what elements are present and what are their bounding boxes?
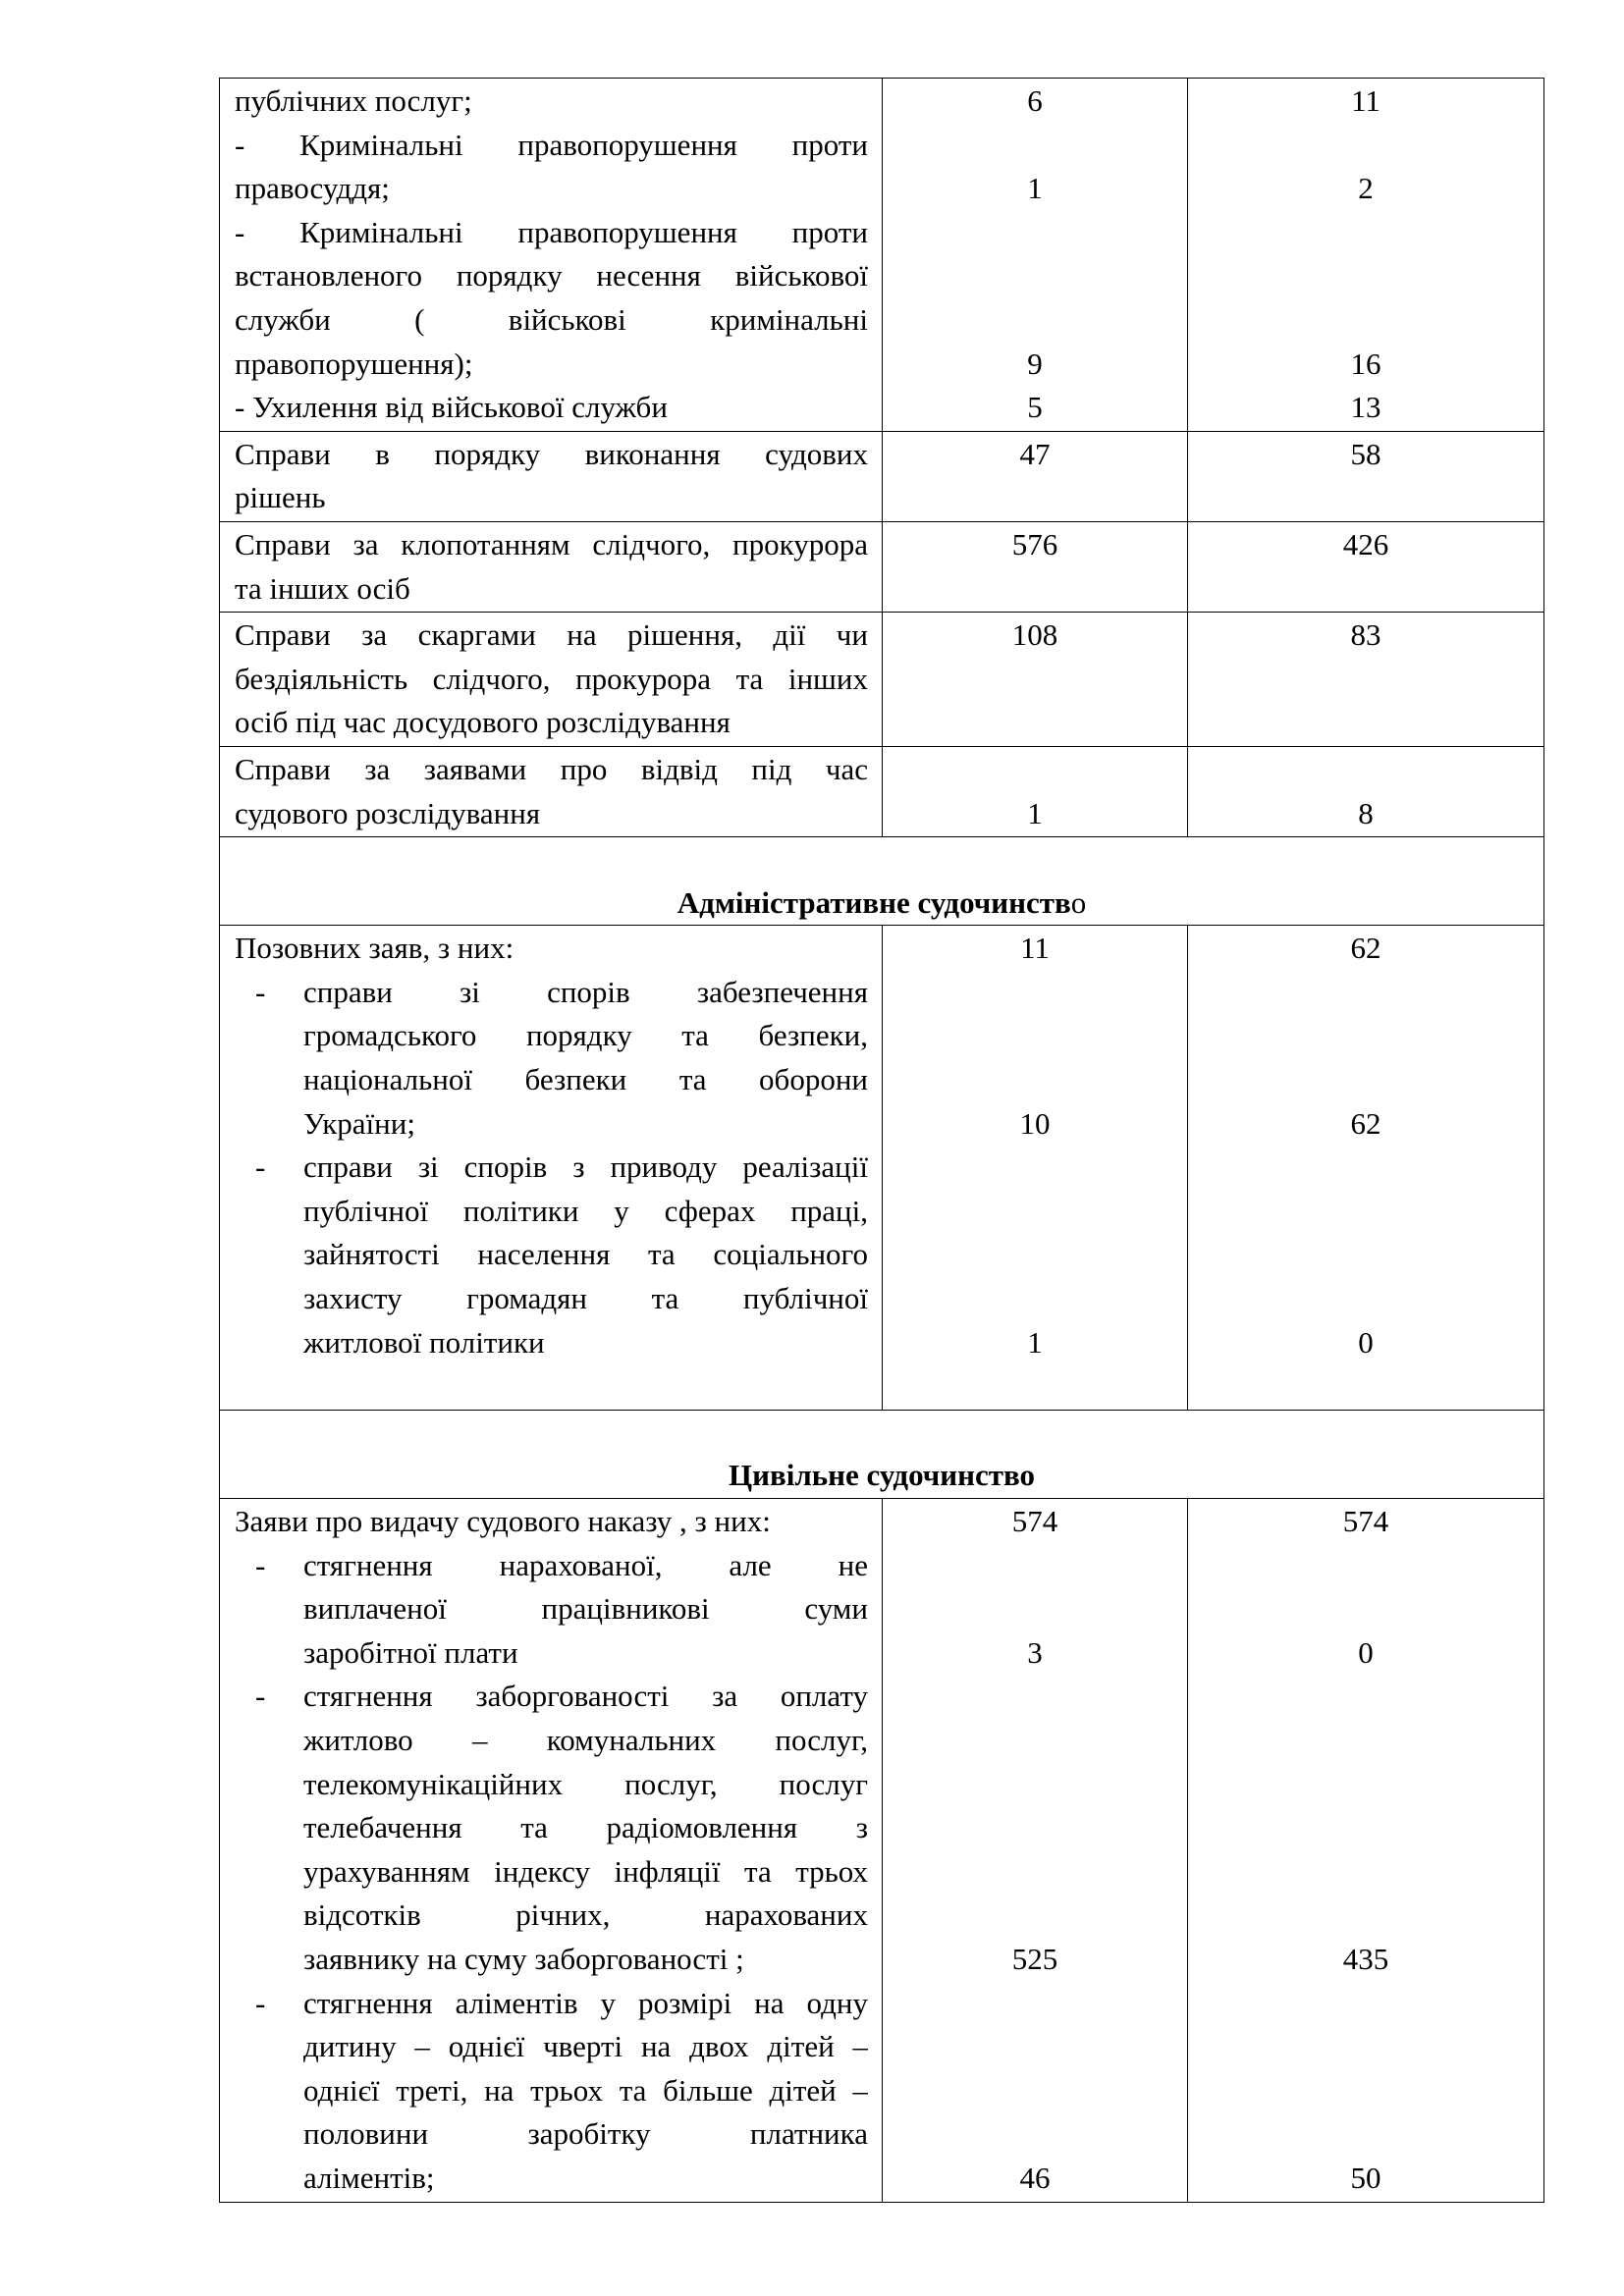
list-item bbox=[235, 971, 868, 1146]
cell-value: 574 bbox=[1342, 1504, 1389, 1538]
line-text: Справи за скаргами на рішення, дії чи bbox=[235, 617, 868, 653]
cell-value bbox=[1188, 254, 1543, 298]
cell-value: 3 bbox=[1027, 1634, 1043, 1670]
line-text: правосуддя; bbox=[235, 171, 390, 206]
civil-col2 bbox=[1188, 1499, 1544, 2203]
line-text: Справи за заявами про відвід під час bbox=[235, 751, 868, 786]
section-heading-row bbox=[220, 837, 1544, 926]
row-value-col2 bbox=[1188, 746, 1544, 836]
line-text: житлової політики bbox=[303, 1324, 545, 1360]
line-text: - Кримінальні правопорушення проти bbox=[235, 214, 868, 249]
line-text: публічних послуг; bbox=[235, 83, 472, 118]
line-text: заробітної плати bbox=[303, 1634, 518, 1670]
cell-value: 62 bbox=[1350, 1105, 1381, 1141]
line-text: заявнику на суму заборгованості ; bbox=[303, 1941, 744, 1976]
line-text: стягнення нарахованої, але не bbox=[303, 1547, 868, 1582]
row-label bbox=[220, 613, 883, 747]
table-row bbox=[220, 613, 1544, 747]
cell-value: 11 bbox=[1020, 931, 1050, 966]
row-value-col1 bbox=[883, 613, 1188, 747]
cell-value: 6 bbox=[1027, 83, 1043, 118]
document-page bbox=[219, 78, 1543, 2203]
list-item bbox=[235, 1982, 868, 2201]
cell-value: 50 bbox=[1350, 2160, 1381, 2195]
line-text: аліментів; bbox=[303, 2160, 435, 2195]
line-text: встановленого порядку несення військової bbox=[235, 258, 868, 294]
section-title: Цивільне судочинство bbox=[729, 1458, 1035, 1493]
line-text: публічної політики у сферах праці, bbox=[303, 1193, 868, 1228]
section-heading-civil bbox=[220, 1410, 1544, 1498]
admin-col1 bbox=[883, 926, 1188, 1411]
cell-value bbox=[883, 254, 1187, 298]
cell-value bbox=[1188, 211, 1543, 255]
cell-value: 574 bbox=[1011, 1504, 1058, 1538]
cell-value: 426 bbox=[1342, 526, 1389, 561]
line-text: національної безпеки та оборони bbox=[303, 1062, 868, 1097]
line-text: Справи за клопотанням слідчого, прокурора bbox=[235, 526, 868, 561]
cell-value: 10 bbox=[1019, 1105, 1051, 1141]
cell-value: 1 bbox=[1027, 795, 1043, 830]
cell-value bbox=[883, 124, 1187, 168]
row-value-col1 bbox=[883, 431, 1188, 521]
cell-value: 576 bbox=[1011, 526, 1058, 561]
cell-value bbox=[1188, 124, 1543, 168]
line-text: стягнення заборгованості за оплату bbox=[303, 1679, 868, 1714]
cell-value: 108 bbox=[1011, 617, 1058, 653]
line-text: - Ухилення від військової служби bbox=[235, 390, 668, 425]
civil-col1 bbox=[883, 1499, 1188, 2203]
line-text: житлово – комунальних послуг, bbox=[303, 1722, 868, 1757]
line-text: відсотків річних, нарахованих bbox=[303, 1897, 868, 1933]
list-item bbox=[235, 1675, 868, 1981]
line-text: стягнення аліментів у розмірі на одну bbox=[303, 1985, 868, 2020]
line-text: справи зі спорів забезпечення bbox=[303, 974, 868, 1009]
admin-col2 bbox=[1188, 926, 1544, 1411]
cell-value: 58 bbox=[1350, 436, 1381, 471]
cell-value: 16 bbox=[1350, 346, 1381, 381]
criminal-offenses-col2 bbox=[1188, 79, 1544, 432]
table-row bbox=[220, 746, 1544, 836]
line-text: Справи в порядку виконання судових bbox=[235, 436, 868, 471]
section-title-suffix: о bbox=[1070, 884, 1087, 920]
line-text: однієї треті, на трьох та більше дітей – bbox=[303, 2072, 868, 2108]
line-text: телебачення та радіомовлення з bbox=[303, 1810, 868, 1845]
table-row bbox=[220, 431, 1544, 521]
cell-value: 13 bbox=[1350, 390, 1381, 425]
table-row-civil bbox=[220, 1499, 1544, 2203]
row-label bbox=[220, 746, 883, 836]
line-text: осіб під час досудового розслідування bbox=[235, 705, 731, 740]
cell-value: 1 bbox=[1027, 1324, 1043, 1360]
cell-value: 47 bbox=[1019, 436, 1051, 471]
cell-value bbox=[883, 211, 1187, 255]
criminal-offenses-col1 bbox=[883, 79, 1188, 432]
line-text: дитину – однієї чверті на двох дітей – bbox=[303, 2029, 868, 2064]
cell-value bbox=[883, 298, 1187, 343]
line-text: телекомунікаційних послуг, послуг bbox=[303, 1766, 868, 1801]
line-text: бездіяльність слідчого, прокурора та інших bbox=[235, 661, 868, 696]
list-item bbox=[235, 1544, 868, 1676]
admin-claims-text bbox=[220, 926, 883, 1411]
line-text: зайнятості населення та соціального bbox=[303, 1237, 868, 1272]
cell-value: 2 bbox=[1358, 171, 1374, 206]
line-text: половини заробітку платника bbox=[303, 2116, 868, 2152]
line-text: Заяви про видачу судового наказу , з них: bbox=[235, 1504, 771, 1538]
line-text: служби ( військові кримінальні bbox=[235, 301, 868, 337]
section-heading-row bbox=[220, 1410, 1544, 1498]
cell-value: 83 bbox=[1350, 617, 1381, 653]
table-row-admin bbox=[220, 926, 1544, 1411]
line-text: Позовних заяв, з них: bbox=[235, 931, 514, 966]
row-value-col1 bbox=[883, 746, 1188, 836]
bullet-dash: - bbox=[255, 1547, 266, 1582]
cell-value: 0 bbox=[1358, 1634, 1374, 1670]
row-value-col2 bbox=[1188, 431, 1544, 521]
line-text: України; bbox=[303, 1105, 415, 1141]
cell-value bbox=[1188, 298, 1543, 343]
section-heading-admin bbox=[220, 837, 1544, 926]
line-text: виплаченої працівникові суми bbox=[303, 1591, 868, 1627]
cell-value: 5 bbox=[1027, 390, 1043, 425]
row-label bbox=[220, 521, 883, 612]
row-value-col2 bbox=[1188, 613, 1544, 747]
civil-orders-text bbox=[220, 1499, 883, 2203]
cell-value: 11 bbox=[1351, 83, 1380, 118]
line-text: рішень bbox=[235, 480, 326, 515]
cell-value: 8 bbox=[1358, 795, 1374, 830]
line-text: урахуванням індексу інфляції та трьох bbox=[303, 1853, 868, 1889]
statistics-table bbox=[219, 78, 1544, 2203]
line-text: - Кримінальні правопорушення проти bbox=[235, 127, 868, 162]
bullet-dash: - bbox=[255, 974, 266, 1009]
line-text: захисту громадян та публічної bbox=[303, 1281, 868, 1316]
row-value-col1 bbox=[883, 521, 1188, 612]
line-text: громадського порядку та безпеки, bbox=[303, 1018, 868, 1053]
line-text: правопорушення); bbox=[235, 346, 473, 381]
bullet-dash: - bbox=[255, 1679, 266, 1714]
bullet-dash: - bbox=[255, 1149, 266, 1185]
cell-value: 62 bbox=[1350, 931, 1381, 966]
line-text: та інших осіб bbox=[235, 570, 410, 606]
cell-value: 46 bbox=[1019, 2160, 1051, 2195]
cell-value: 435 bbox=[1342, 1941, 1389, 1976]
list-item bbox=[235, 1146, 868, 1364]
row-value-col2 bbox=[1188, 521, 1544, 612]
row-label bbox=[220, 431, 883, 521]
cell-value: 525 bbox=[1011, 1941, 1058, 1976]
table-row-criminal-offenses bbox=[220, 79, 1544, 432]
line-text: судового розслідування bbox=[235, 795, 541, 830]
section-title: Адміністративне судочинств bbox=[677, 884, 1071, 920]
bullet-dash: - bbox=[255, 1985, 266, 2020]
table-row bbox=[220, 521, 1544, 612]
cell-value: 0 bbox=[1358, 1324, 1374, 1360]
cell-value: 9 bbox=[1027, 346, 1043, 381]
cell-value: 1 bbox=[1027, 171, 1043, 206]
criminal-offenses-text bbox=[220, 79, 883, 432]
line-text: справи зі спорів з приводу реалізації bbox=[303, 1149, 868, 1185]
